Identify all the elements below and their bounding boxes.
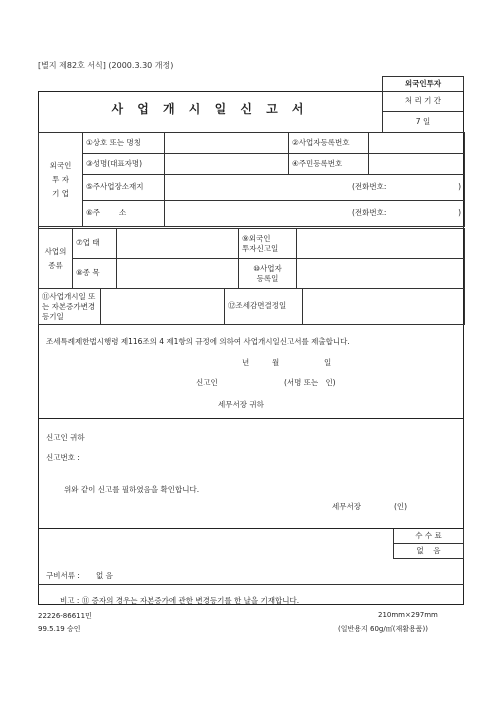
investor-section	[38, 132, 465, 227]
representative-label: ③성명(대표자명)	[83, 154, 165, 175]
paper-type: (일반용지 60g/㎡(재활용품))	[338, 625, 428, 633]
sign-label: (서명 또는 인)	[284, 378, 336, 387]
business-item-label: ⑧종 목	[73, 259, 117, 289]
approval-date: 99.5.19 승인	[38, 625, 81, 633]
business-type-field[interactable]	[117, 229, 239, 259]
processing-period-value: 7 일	[383, 112, 464, 133]
confirmation-text: 위와 같이 신고를 필하였음을 확인합니다.	[64, 485, 200, 494]
declaration-text: 조세특례제한법시행령 제116조의 4 제1항의 규정에 의하여 사업개시일신고서를 제출합니다.	[46, 337, 350, 346]
form-code: 22226-86611민	[38, 612, 92, 620]
business-reg-no-field[interactable]	[369, 133, 465, 154]
reg-date-field[interactable]	[297, 259, 465, 289]
phone-close-2: )	[458, 208, 461, 218]
start-change-reg-field[interactable]	[101, 289, 225, 325]
trade-name-label: ①상호 또는 명칭	[83, 133, 165, 154]
business-section-label: 사업의 종류	[39, 229, 73, 289]
office-address-field[interactable]	[165, 175, 465, 201]
change-section	[38, 288, 465, 325]
foreign-invest-date-label: ⑨외국인 투자신고일	[239, 229, 297, 259]
foreign-invest-date-field[interactable]	[297, 229, 465, 259]
phone-close-1: )	[458, 182, 461, 192]
attachments-label: 구비서류 :	[46, 571, 80, 580]
processing-period-label: 처 리 기 간	[383, 92, 464, 112]
document-title: 사 업 개 시 일 신 고 서	[111, 102, 309, 116]
business-item-field[interactable]	[117, 259, 239, 289]
attachments-value: 없 음	[96, 571, 113, 580]
business-type-label: ⑦업 태	[73, 229, 117, 259]
business-section	[38, 228, 465, 289]
separator-2	[38, 528, 464, 529]
official-label: 세무서장	[332, 502, 361, 511]
footer-note: 비고 : ⑪ 증자의 경우는 자본증가에 관한 변경등기를 한 날을 기재합니다.	[60, 596, 300, 605]
address-field[interactable]	[165, 201, 465, 227]
tax-reduction-date-label: ⑫조세감면결정일	[225, 289, 303, 325]
day-label: 일	[324, 358, 332, 367]
month-label: 월	[272, 358, 280, 367]
trade-name-field[interactable]	[165, 133, 289, 154]
year-label: 년	[242, 358, 250, 367]
representative-field[interactable]	[165, 154, 289, 175]
reporter-to: 신고인 귀하	[46, 433, 85, 442]
form-number: [별지 제82호 서식] (2000.3.30 개정)	[38, 61, 174, 70]
title-top-border	[38, 91, 382, 92]
category-label: 외국인투자	[383, 77, 464, 92]
paper-size: 210mm×297mm	[378, 611, 438, 619]
address-label: ⑥주 소	[83, 201, 165, 227]
office-address-label: ⑤주사업장소재지	[83, 175, 165, 201]
reg-date-label: ⑩사업자 등록일	[239, 259, 297, 289]
start-change-reg-label: ⑪사업개시일 또 는 자본증가변경 등기일	[39, 289, 101, 325]
report-no-label: 신고번호 :	[46, 453, 80, 462]
reporter-label: 신고인	[196, 378, 218, 387]
phone-label-1: (전화번호:	[352, 182, 387, 192]
resident-reg-no-label: ④주민등록번호	[289, 154, 369, 175]
phone-label-2: (전화번호:	[352, 208, 387, 218]
investor-section-label: 외국인 투 자 기 업	[39, 133, 83, 227]
separator-1	[38, 418, 464, 419]
processing-box	[382, 76, 464, 133]
resident-reg-no-field[interactable]	[369, 154, 465, 175]
fee-box	[393, 528, 464, 559]
separator-3	[38, 584, 464, 585]
seal-label: (인)	[394, 502, 408, 511]
tax-office-to: 세무서장 귀하	[218, 400, 264, 409]
fee-value: 없 음	[394, 544, 464, 559]
fee-label: 수 수 료	[394, 529, 464, 544]
business-reg-no-label: ②사업자등록번호	[289, 133, 369, 154]
tax-reduction-date-field[interactable]	[303, 289, 465, 325]
